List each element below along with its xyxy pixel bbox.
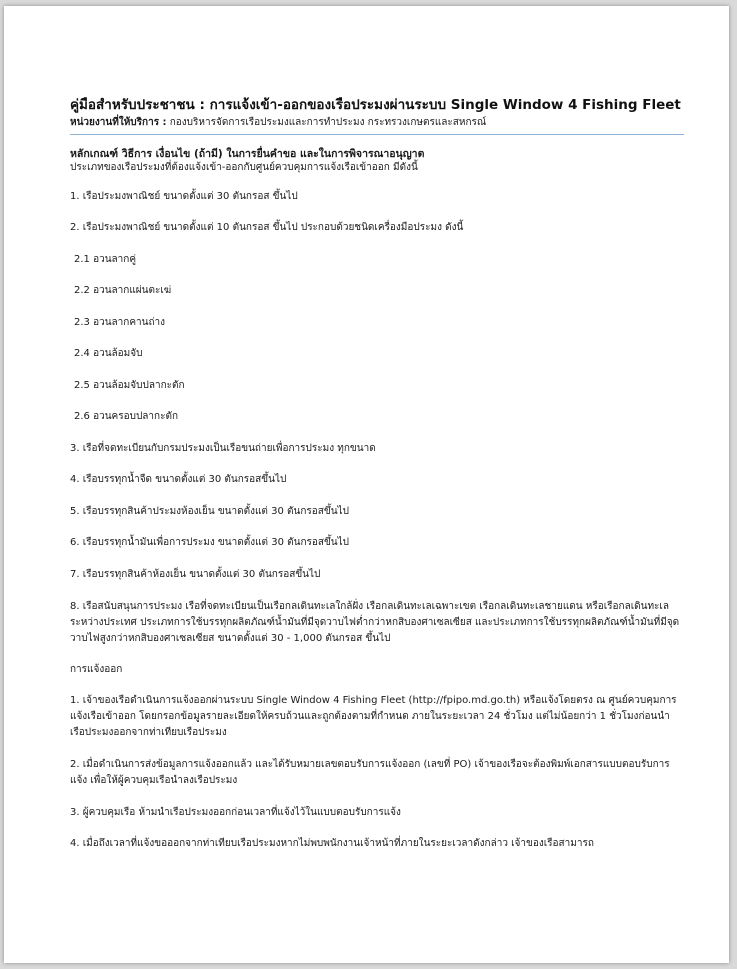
list-item: 1. เรือประมงพาณิชย์ ขนาดตั้งแต่ 30 ตันกรอส ขึ้นไป <box>70 191 298 202</box>
document-page <box>4 6 729 963</box>
list-item: 2.2 อวนลากแผ่นตะเฆ่ <box>74 285 172 296</box>
list-item: 4. เรือบรรทุกน้ำจืด ขนาดตั้งแต่ 30 ตันกรอสขึ้นไป <box>70 474 287 485</box>
section-intro: ประเภทของเรือประมงที่ต้องแจ้งเข้า-ออกกับศูนย์ควบคุมการแจ้งเรือเข้าออก มีดังนี้ <box>70 162 418 173</box>
list-item: 8. เรือสนับสนุนการประมง เรือที่จดทะเบียนเป็นเรือกลเดินทะเลใกล้ฝั่ง เรือกลเดินทะเลเฉพาะเขต เรือกลเดินทะเลชายแดน หรือเรือกลเดินทะเลระหว่างประเทศ ประเภทการใช้บรรทุกผลิตภัณฑ์น้ำมันที่มีจุดวาบไฟต่ำกว่าหกสิบองศาเซลเซียส และประเภทการใช้บรรทุกผลิตภัณฑ์น้ำมันที่มีจุดวาบไฟสูงกว่าหกสิบองศาเซลเซียส ขนาดตั้งแต่ 30 - 1,000 ตันกรอส ขึ้นไป <box>70 601 680 644</box>
list-item: 7. เรือบรรทุกสินค้าห้องเย็น ขนาดตั้งแต่ 30 ตันกรอสขึ้นไป <box>70 569 321 580</box>
section-heading: หลักเกณฑ์ วิธีการ เงื่อนไข (ถ้ามี) ในการยื่นคำขอ และในการพิจารณาอนุญาต <box>70 148 425 160</box>
list-item: 2.5 อวนล้อมจับปลากะตัก <box>74 380 185 391</box>
list-item: 5. เรือบรรทุกสินค้าประมงห้องเย็น ขนาดตั้งแต่ 30 ตันกรอสขึ้นไป <box>70 506 349 517</box>
list-item: 4. เมื่อถึงเวลาที่แจ้งขอออกจากท่าเทียบเรือประมงหากไม่พบพนักงานเจ้าหน้าที่ภายในระยะเวลาดังกล่าว เจ้าของเรือสามารถ <box>70 838 594 849</box>
list-item: 6. เรือบรรทุกน้ำมันเพื่อการประมง ขนาดตั้งแต่ 30 ตันกรอสขึ้นไป <box>70 537 350 548</box>
list-item: 2.4 อวนล้อมจับ <box>74 348 143 359</box>
list-item: 2. เรือประมงพาณิชย์ ขนาดตั้งแต่ 10 ตันกรอส ขึ้นไป ประกอบด้วยชนิดเครื่องมือประมง ดังนี้ <box>70 222 464 233</box>
agency-value: กองบริหารจัดการเรือประมงและการทำประมง กระทรวงเกษตรและสหกรณ์ <box>169 117 487 128</box>
list-item: 1. เจ้าของเรือดำเนินการแจ้งออกผ่านระบบ Single Window 4 Fishing Fleet (http://fpipo.md.go.th) หรือแจ้งโดยตรง ณ ศูนย์ควบคุมการแจ้งเรือเข้าออก โดยกรอกข้อมูลรายละเอียดให้ครบถ้วนและถูกต้องตามที่กำหนด ภายในระยะเวลา 24 ชั่วโมง แต่ไม่น้อยกว่า 1 ชั่วโมงก่อนนำเรือประมงออกจากท่าเทียบเรือประมง <box>70 695 677 738</box>
list-item: 2.3 อวนลากคานถ่าง <box>74 317 166 328</box>
list-item: 2. เมื่อดำเนินการส่งข้อมูลการแจ้งออกแล้ว และได้รับหมายเลขตอบรับการแจ้งออก (เลขที่ PO) เจ้าของเรือจะต้องพิมพ์เอกสารแบบตอบรับการแจ้ง เพื่อให้ผู้ควบคุมเรือนำลงเรือประมง <box>70 759 670 786</box>
list-item: 3. เรือที่จดทะเบียนกับกรมประมงเป็นเรือขนถ่ายเพื่อการประมง ทุกขนาด <box>70 443 376 454</box>
header-divider <box>70 134 684 135</box>
subsection-heading: การแจ้งออก <box>70 664 123 675</box>
document-content <box>70 96 684 849</box>
list-item: 2.1 อวนลากคู่ <box>74 254 137 265</box>
agency-label: หน่วยงานที่ให้บริการ : <box>70 117 167 128</box>
agency-line <box>70 116 684 130</box>
document-title: คู่มือสำหรับประชาชน : การแจ้งเข้า-ออกของเรือประมงผ่านระบบ Single Window 4 Fishing Fleet <box>70 97 681 113</box>
list-item: 2.6 อวนครอบปลากะตัก <box>74 411 179 422</box>
list-item: 3. ผู้ควบคุมเรือ ห้ามนำเรือประมงออกก่อนเวลาที่แจ้งไว้ในแบบตอบรับการแจ้ง <box>70 807 401 818</box>
